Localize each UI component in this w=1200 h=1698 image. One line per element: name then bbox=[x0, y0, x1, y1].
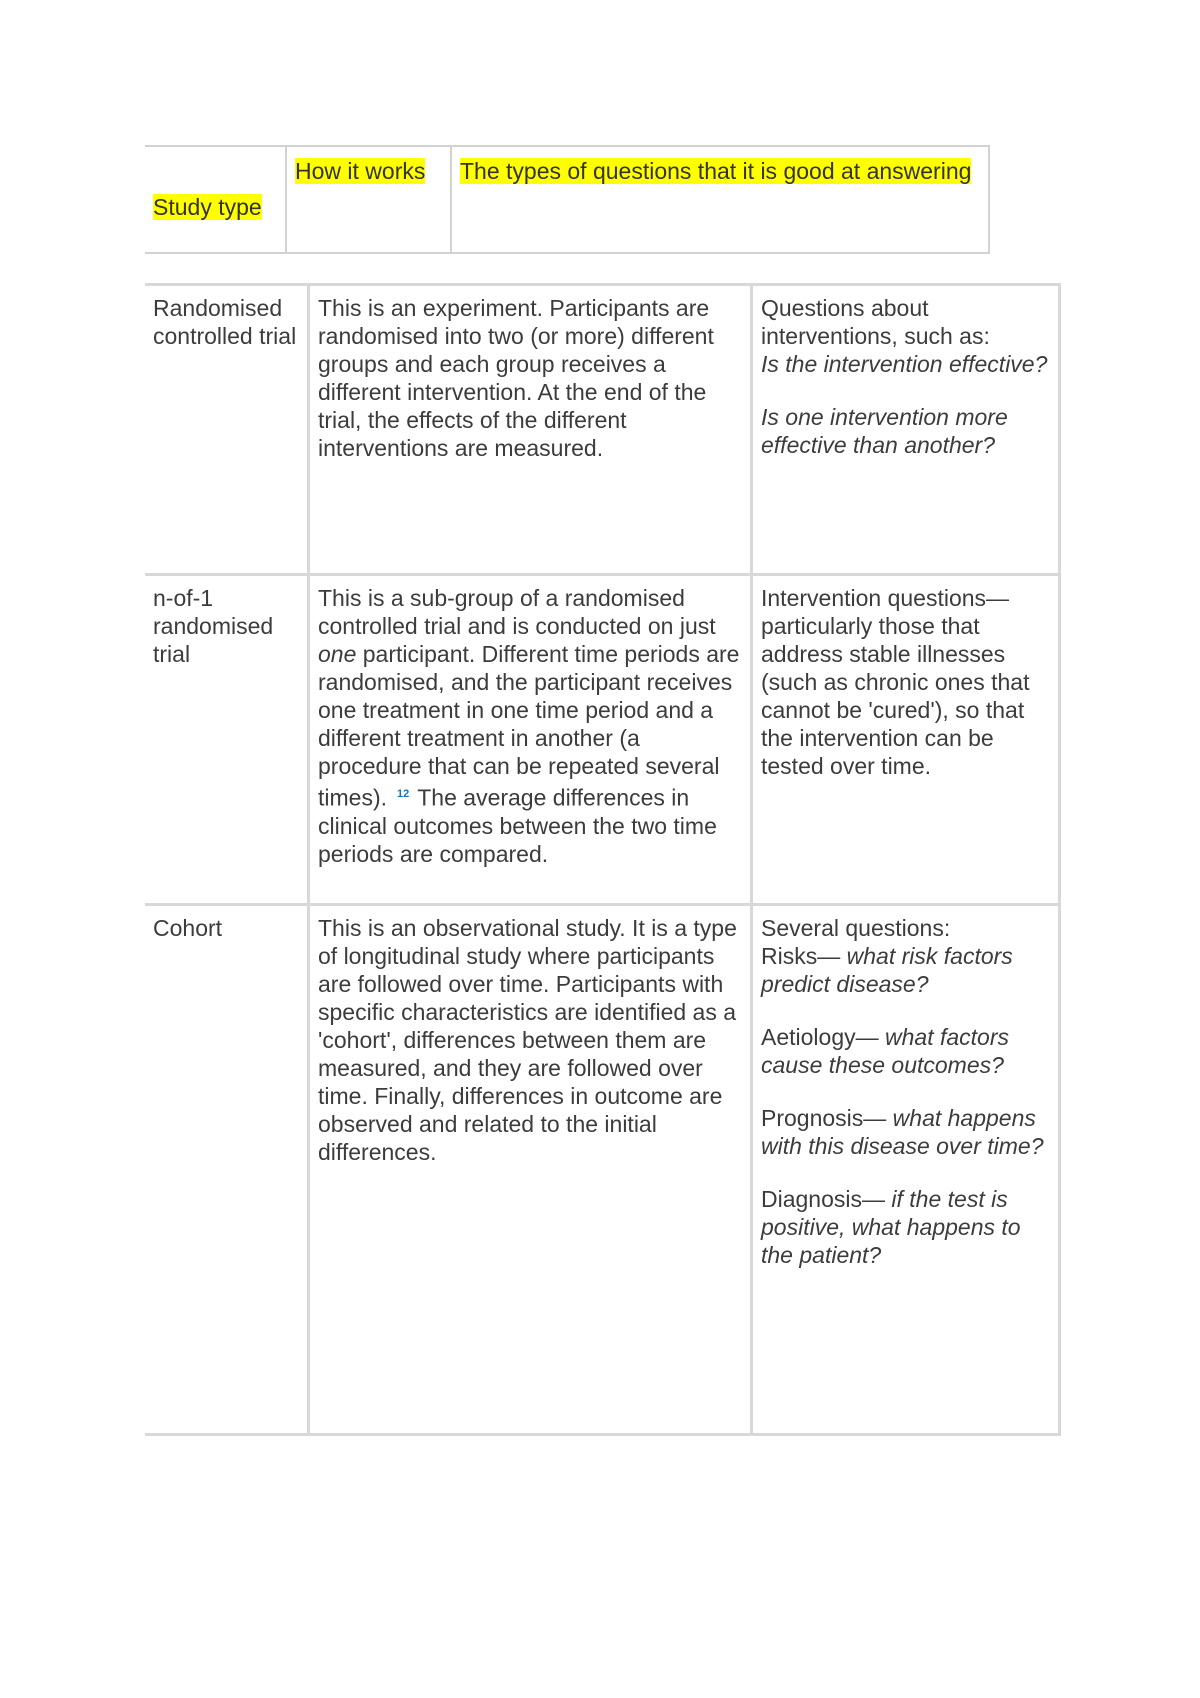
how-it-works-cell bbox=[309, 575, 752, 905]
header-cell-study-type bbox=[145, 146, 286, 253]
how-it-works-cell bbox=[309, 285, 752, 575]
how-it-works-part: participant. Different time periods are randomised, and the participant receives one treatment in one time period and a different treatment in another (a procedure that can be repeated several times). bbox=[318, 641, 740, 811]
study-type-label: Cohort bbox=[153, 915, 223, 941]
how-it-works-part: The average differences in clinical outcomes between the two time periods are compared. bbox=[318, 784, 717, 867]
study-type-cell bbox=[145, 905, 309, 1435]
header-row bbox=[145, 146, 989, 253]
table-row bbox=[145, 285, 1060, 575]
questions-cell bbox=[752, 905, 1060, 1435]
study-types-table bbox=[145, 283, 1061, 1436]
question-item bbox=[761, 942, 1050, 998]
header-cell-question-types bbox=[451, 146, 989, 253]
how-it-works-text: This is an experiment. Participants are randomised into two (or more) different groups and each group receives a different intervention. At the end of the trial, the effects of the different interventions are measured. bbox=[318, 295, 714, 461]
how-it-works-text: This is an observational study. It is a type of longitudinal study where participants are followed over time. Participants with specific characteristics are identified as a 'cohort', differences between them are measured, and they are followed over time. Finally, differences in outcome are observed and related to the initial differences. bbox=[318, 915, 737, 1165]
header-how-it-works: How it works bbox=[295, 158, 426, 184]
table-row bbox=[145, 905, 1060, 1435]
study-type-cell bbox=[145, 285, 309, 575]
question-text: what happens with this disease over time? bbox=[761, 1105, 1044, 1159]
header-cell-how-it-works bbox=[286, 146, 451, 253]
header-table bbox=[145, 145, 990, 254]
how-it-works-part: This is a sub-group of a randomised controlled trial and is conducted on just bbox=[318, 585, 716, 639]
study-type-label: Randomised controlled trial bbox=[153, 295, 297, 349]
questions-intro: Questions about interventions, such as: bbox=[761, 295, 990, 349]
question-item: Is the intervention effective? bbox=[761, 351, 1048, 377]
table-row bbox=[145, 575, 1060, 905]
study-type-cell bbox=[145, 575, 309, 905]
header-question-types: The types of questions that it is good at answering bbox=[460, 158, 972, 184]
how-it-works-text bbox=[318, 584, 742, 868]
questions-cell bbox=[752, 575, 1060, 905]
question-item: Is one intervention more effective than another? bbox=[761, 404, 1008, 458]
how-it-works-cell bbox=[309, 905, 752, 1435]
emphasis-text: one bbox=[318, 641, 357, 667]
question-text: what factors cause these outcomes? bbox=[761, 1024, 1010, 1078]
study-type-label: n-of-1 randomised trial bbox=[153, 585, 274, 667]
footnote-link[interactable]: 12 bbox=[397, 788, 410, 800]
question-item bbox=[761, 1185, 1050, 1269]
question-item bbox=[761, 1023, 1050, 1079]
question-label: Diagnosis— bbox=[761, 1186, 885, 1212]
question-label: Aetiology— bbox=[761, 1024, 879, 1050]
question-item bbox=[761, 1104, 1050, 1160]
question-label: Risks— bbox=[761, 943, 841, 969]
questions-cell bbox=[752, 285, 1060, 575]
questions-intro: Several questions: bbox=[761, 915, 951, 941]
header-study-type: Study type bbox=[153, 193, 262, 220]
question-text: if the test is positive, what happens to the patient? bbox=[761, 1186, 1021, 1268]
question-text: what risk factors predict disease? bbox=[761, 943, 1013, 997]
questions-text: Intervention questions—particularly those that address stable illnesses (such as chronic ones that cannot be 'cured'), so that the intervention can be tested over time. bbox=[761, 585, 1030, 779]
question-label: Prognosis— bbox=[761, 1105, 887, 1131]
